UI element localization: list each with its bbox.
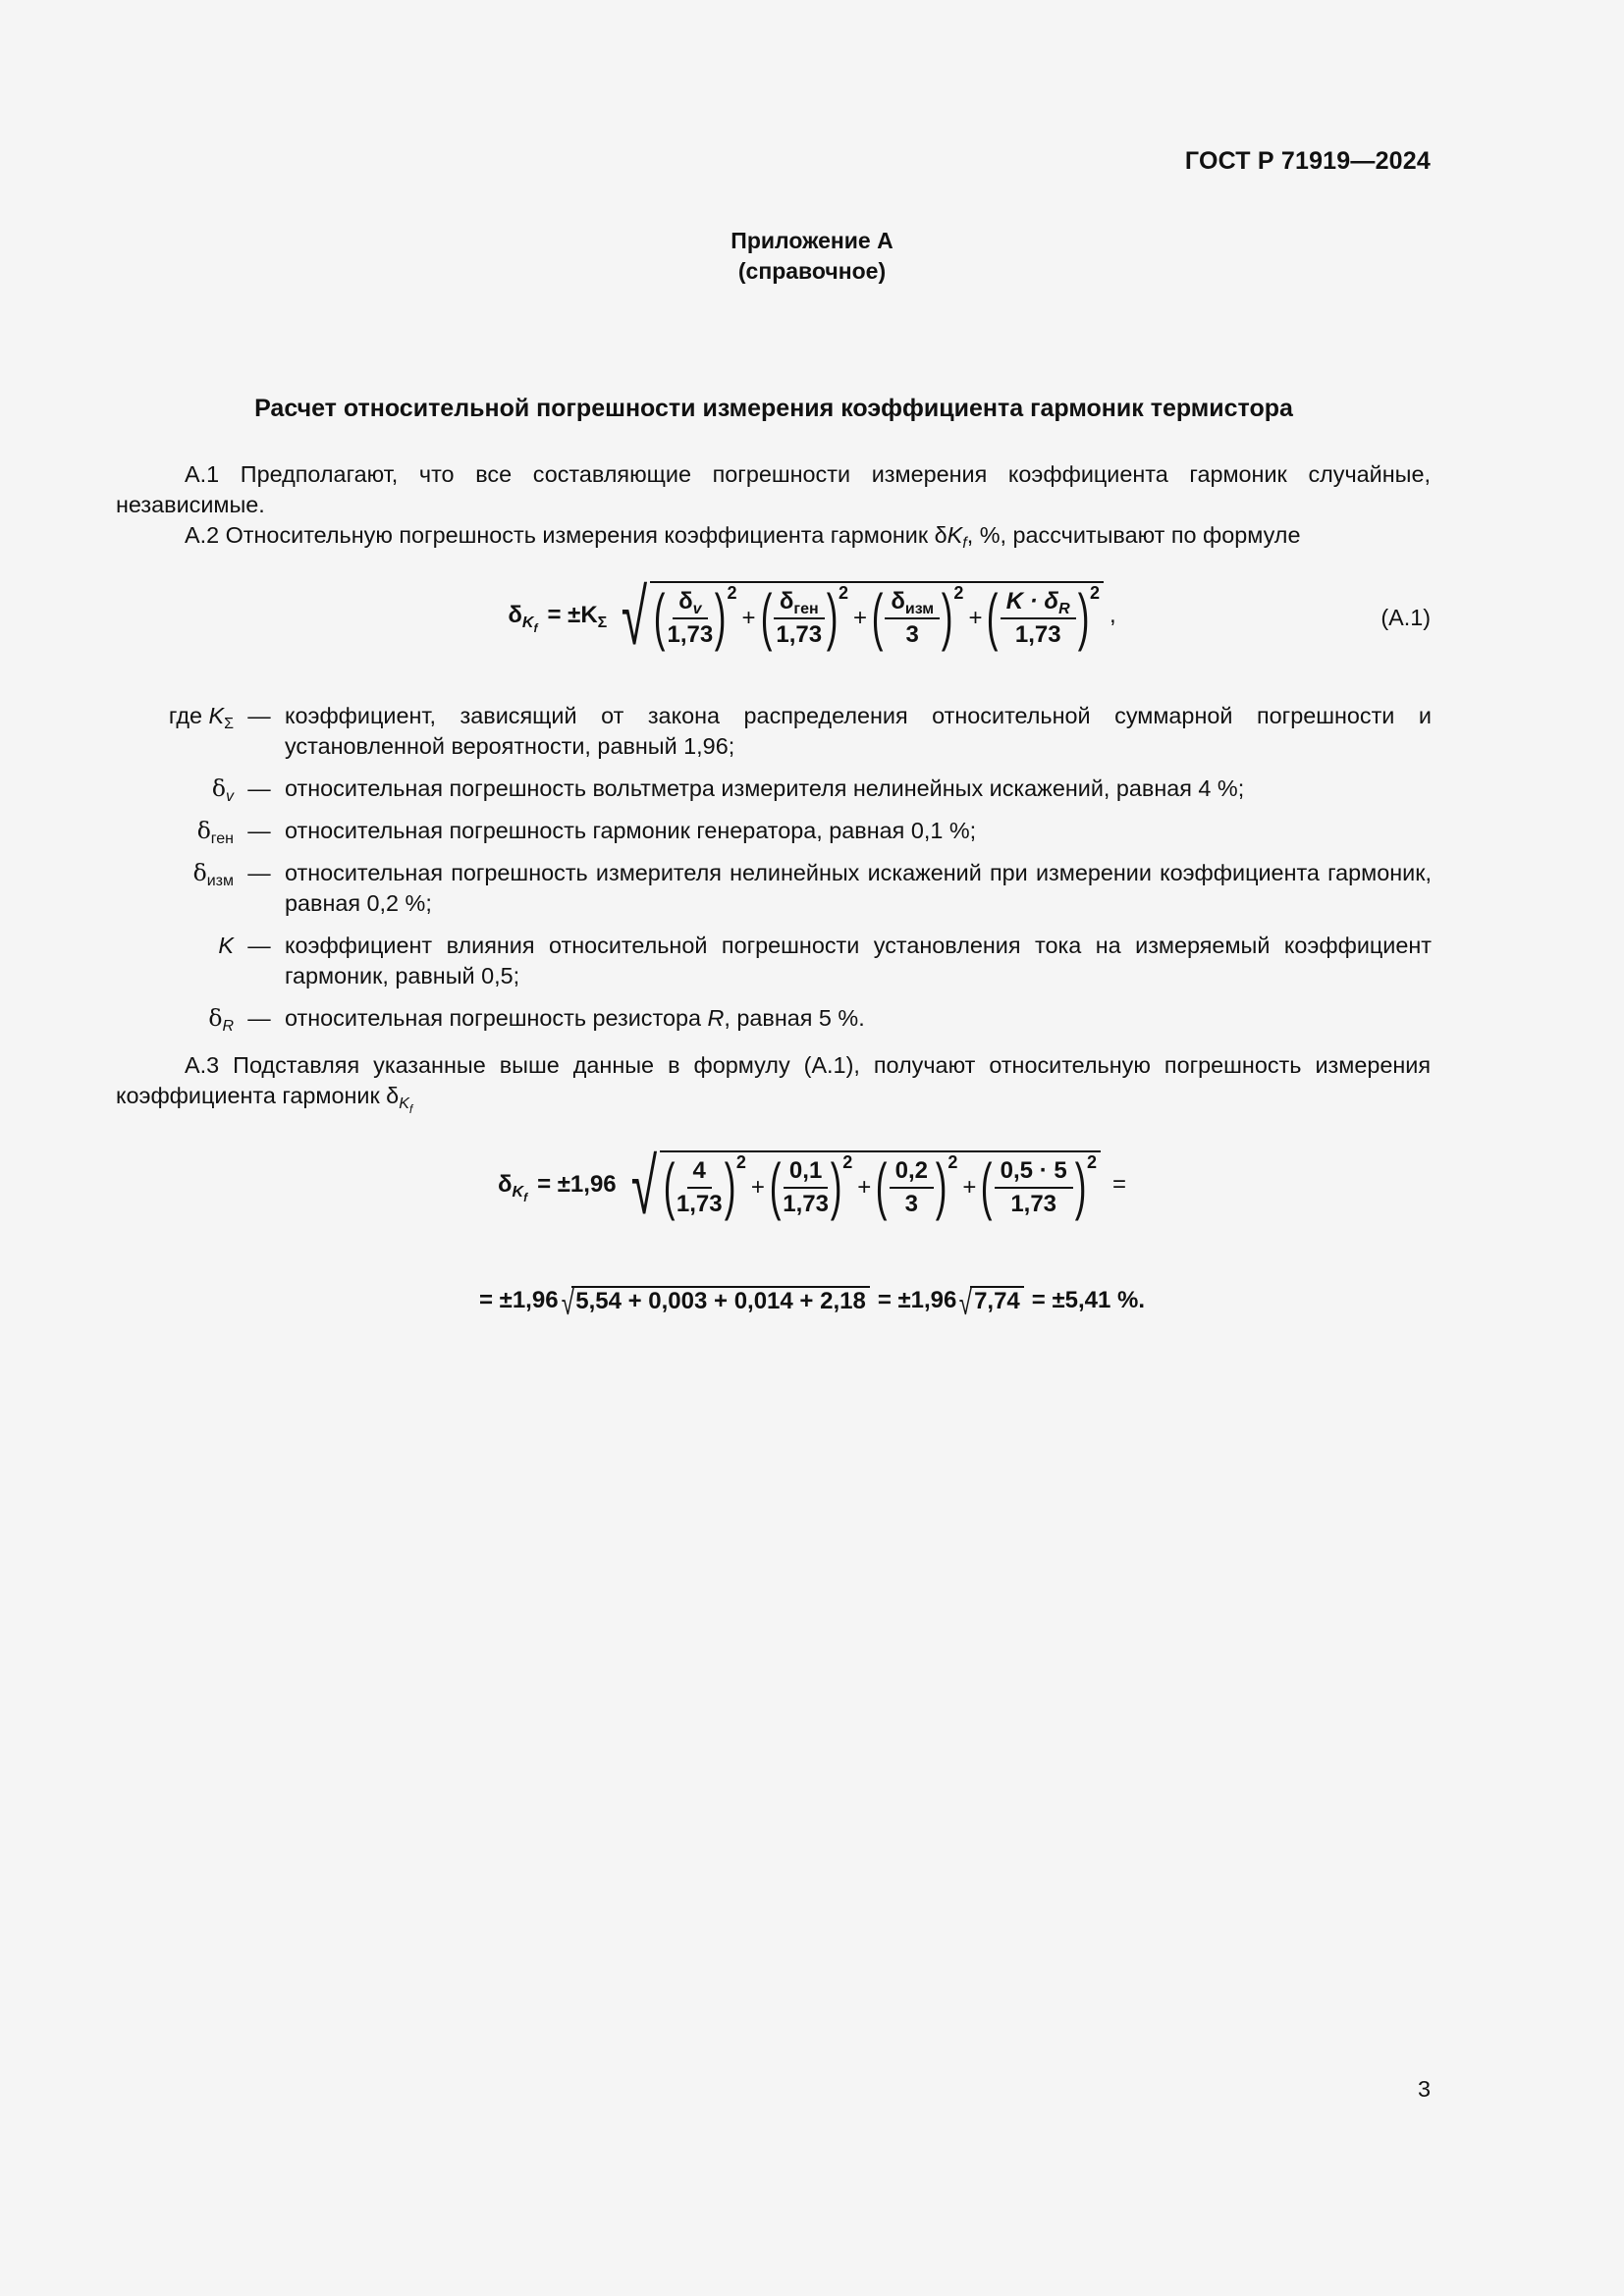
f1-term-3: $\frac{\delta_{изм}}{3}$ (885, 588, 940, 649)
radical-icon: √ (959, 1284, 973, 1322)
paragraph-a2 (116, 520, 1431, 551)
f1-term-4: $\frac{K \cdot \delta_R}{1,73}$ (1001, 588, 1076, 649)
annex-type: (справочное) (737, 258, 887, 284)
f2-term-1: $\frac{4}{1,73}$ (676, 1157, 723, 1217)
radical-icon: √ (630, 1143, 657, 1230)
f1-term-1: $\frac{\delta_v}{1,73}$ (667, 588, 714, 648)
f1-lhs: $\delta_{K_f}$ (508, 602, 538, 635)
definition-item: где $K_\Sigma$ — коэффициент, зависящий от закона распределения относительной суммарной погрешности и установленной вероятности, равный 1,96; (168, 703, 1432, 759)
annex-title: Приложение А (731, 228, 893, 253)
definition-item: $\delta_{изм}$ — относительная погрешность измерителя нелинейных искажений при измерении коэффициента гармоник, равная 0,2 %; (192, 859, 1432, 916)
definition-item: $\delta_{ген}$ — относительная погрешность гармоник генератора, равная 0,1 %; (196, 817, 977, 847)
radical-icon: √ (561, 1284, 574, 1322)
f1-eq: = $\pm K_\Sigma$ (547, 602, 608, 631)
definition-item: K — коэффициент влияния относительной погрешности установления тока на измеряемый коэффициент гармоник, равный 0,5; (218, 933, 1432, 988)
formula-number: (А.1) (1380, 605, 1431, 630)
f2-lhs: $\delta_{K_f}$ (497, 1171, 528, 1204)
paragraph-a3: А.3 Подставляя указанные выше данные в формулу (А.1), получают относительную погрешность измерения коэффициента гармоник $\delta_{K_f}$ (116, 1052, 1431, 1116)
a2-text-after: , %, рассчитывают по формуле (966, 522, 1301, 548)
formula-a1: $\delta_{K_f}$ = $\pm K_\Sigma$ √ ( $\frac{\delta_v}{1,73}$ ) 2 + ( $\frac{\delta_{ген}}{1,73}$ ) 2 + ( $\frac{\delta_{изм}}{3}$ ) 2 + ( $\frac{K \cdot \delta_R}{1,73}$ ) 2 , (508, 573, 1116, 661)
section-title: Расчет относительной погрешности измерения коэффициента гармоник термистора (254, 395, 1293, 422)
paragraph-a1: А.1 Предполагают, что все составляющие погрешности измерения коэффициента гармоник случайные, независимые. (116, 461, 1431, 517)
a2-text: А.2 Относительную погрешность измерения коэффициента гармоник δ (185, 522, 947, 548)
f1-term-2: $\frac{\delta_{ген}}{1,73}$ (774, 588, 825, 649)
f2-term-3: $\frac{0,2}{3}$ (890, 1157, 934, 1218)
page-number: 3 (1417, 2076, 1431, 2102)
a2-var: K (947, 522, 963, 548)
definition-item: $\delta_v$ — относительная погрешность вольтметра измерителя нелинейных искажений, равная 4 %; (211, 774, 1245, 805)
standard-designation: ГОСТ Р 71919—2024 (1184, 147, 1431, 175)
radical-icon: √ (622, 573, 648, 661)
f2-term-2: $\frac{0,1}{1,73}$ (783, 1157, 829, 1217)
definition-item: $\delta_R$ — относительная погрешность резистора R, равная 5 %. (208, 1004, 865, 1035)
f2-radicand: ( $\frac{4}{1,73}$ ) 2 + ( $\frac{0,1}{1,73}$ ) 2 + ( $\frac{0,2}{3}$ ) 2 + ( $\frac{0,5 \cdot 5}{1,73}$ ) 2 (660, 1150, 1101, 1219)
a2-sub: f (962, 535, 967, 552)
formula-calculation: $\delta_{K_f}$ = ±1,96 √ ( $\frac{4}{1,73}$ ) 2 + ( $\frac{0,1}{1,73}$ ) 2 + ( $\frac{0,2}{3}$ ) 2 + ( $\frac{0,5 \cdot 5}{1,73}$ ) 2 = (497, 1143, 1127, 1230)
definitions-list (116, 701, 1432, 1045)
formula-result: = ±1,96 √ 5,54 + 0,003 + 0,014 + 2,18 = ±1,96 √ 7,74 = ±5,41 %. (478, 1284, 1146, 1322)
f2-term-4: $\frac{0,5 \cdot 5}{1,73}$ (995, 1157, 1073, 1218)
f1-radicand: ( $\frac{\delta_v}{1,73}$ ) 2 + ( $\frac{\delta_{ген}}{1,73}$ ) 2 + ( $\frac{\delta_{изм}}{3}$ ) 2 + ( $\frac{K \cdot \delta_R}{1,73}$ ) 2 (650, 581, 1104, 650)
